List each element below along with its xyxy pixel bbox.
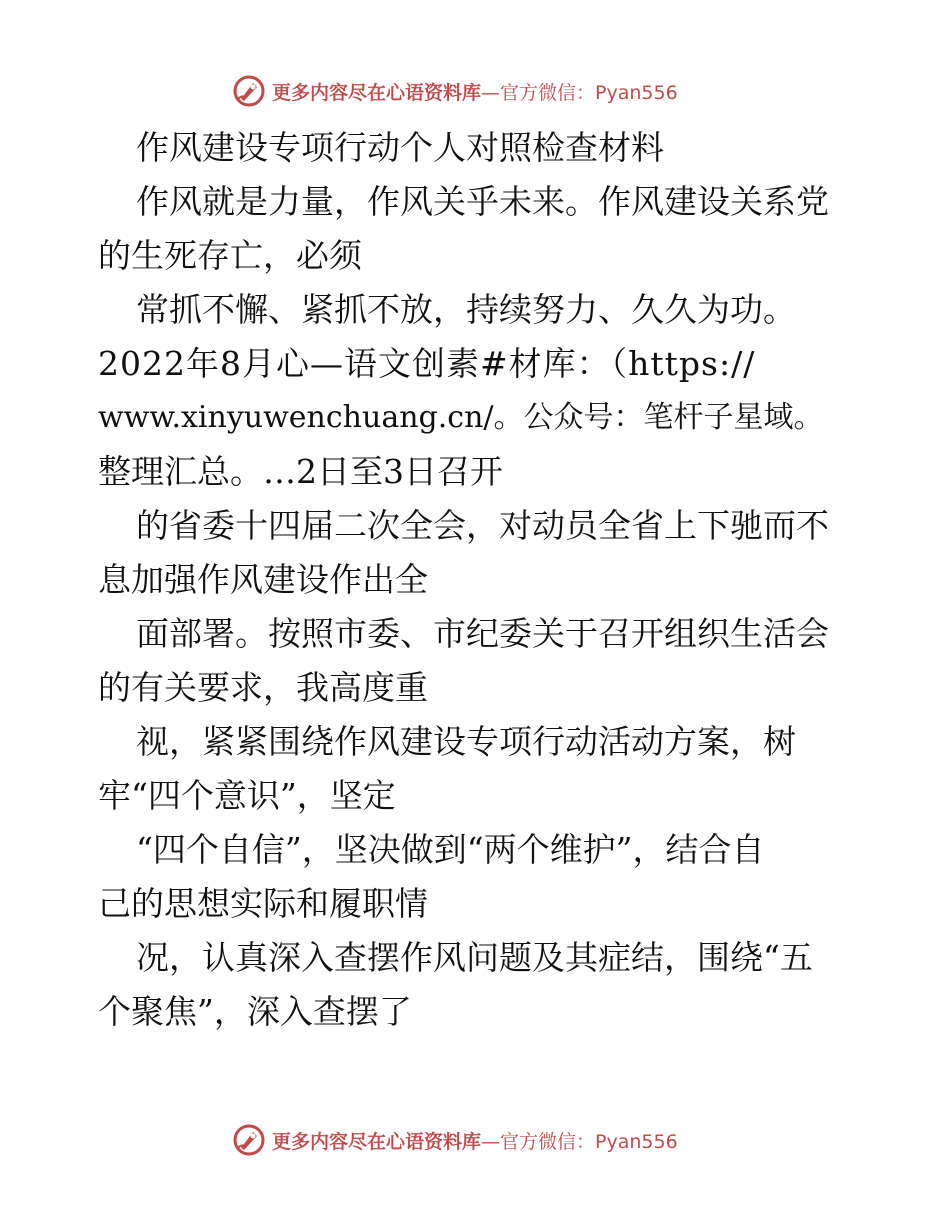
paragraph-line: 作风就是力量，作风关乎未来。作风建设关系党 (136, 182, 829, 221)
paragraph-line: “四个自信”，坚决做到“两个维护”，结合自 (136, 830, 765, 869)
paragraph-line: 息加强作风建设作出全 (98, 560, 428, 599)
paragraph-line: 常抓不懈、紧抓不放，持续努力、久久为功。 (136, 290, 796, 329)
header-watermark (232, 71, 678, 111)
paragraph-line: 视，紧紧围绕作风建设专项行动活动方案，树 (136, 722, 796, 761)
paragraph-line: www.xinyuwenchuang.cn/。公众号：笔杆子星域。 (98, 400, 824, 435)
paragraph-line: 2022年8月心—语文创素#材库：（https:// (98, 344, 756, 383)
document-title: 作风建设专项行动个人对照检查材料 (136, 128, 664, 167)
footer-watermark (232, 1120, 678, 1160)
watermark-brand-text: 更多内容尽在心语资料库 (272, 1130, 482, 1153)
paragraph-line: 面部署。按照市委、市纪委关于召开组织生活会 (136, 614, 829, 653)
paragraph-line: 的有关要求，我高度重 (98, 668, 428, 707)
paragraph-line: 的省委十四届二次全会，对动员全省上下驰而不 (136, 506, 829, 545)
watermark-wechat-text: —官方微信：Pyan556 (481, 81, 678, 104)
paragraph-line: 况，认真深入查摆作风问题及其症结，围绕“五 (136, 938, 813, 977)
paragraph-line: 整理汇总。…2日至3日召开 (98, 452, 503, 491)
watermark-wechat-text: —官方微信：Pyan556 (481, 1130, 678, 1153)
paragraph-line: 牢“四个意识”，坚定 (98, 776, 396, 815)
document-body (98, 121, 858, 1039)
paragraph-line: 的生死存亡，必须 (98, 236, 362, 275)
pen-nib-logo-icon (232, 74, 266, 108)
paragraph-line: 个聚焦”，深入查摆了 (98, 992, 412, 1031)
watermark-brand-text: 更多内容尽在心语资料库 (272, 81, 482, 104)
paragraph-line: 己的思想实际和履职情 (98, 884, 428, 923)
pen-nib-logo-icon (232, 1123, 266, 1157)
